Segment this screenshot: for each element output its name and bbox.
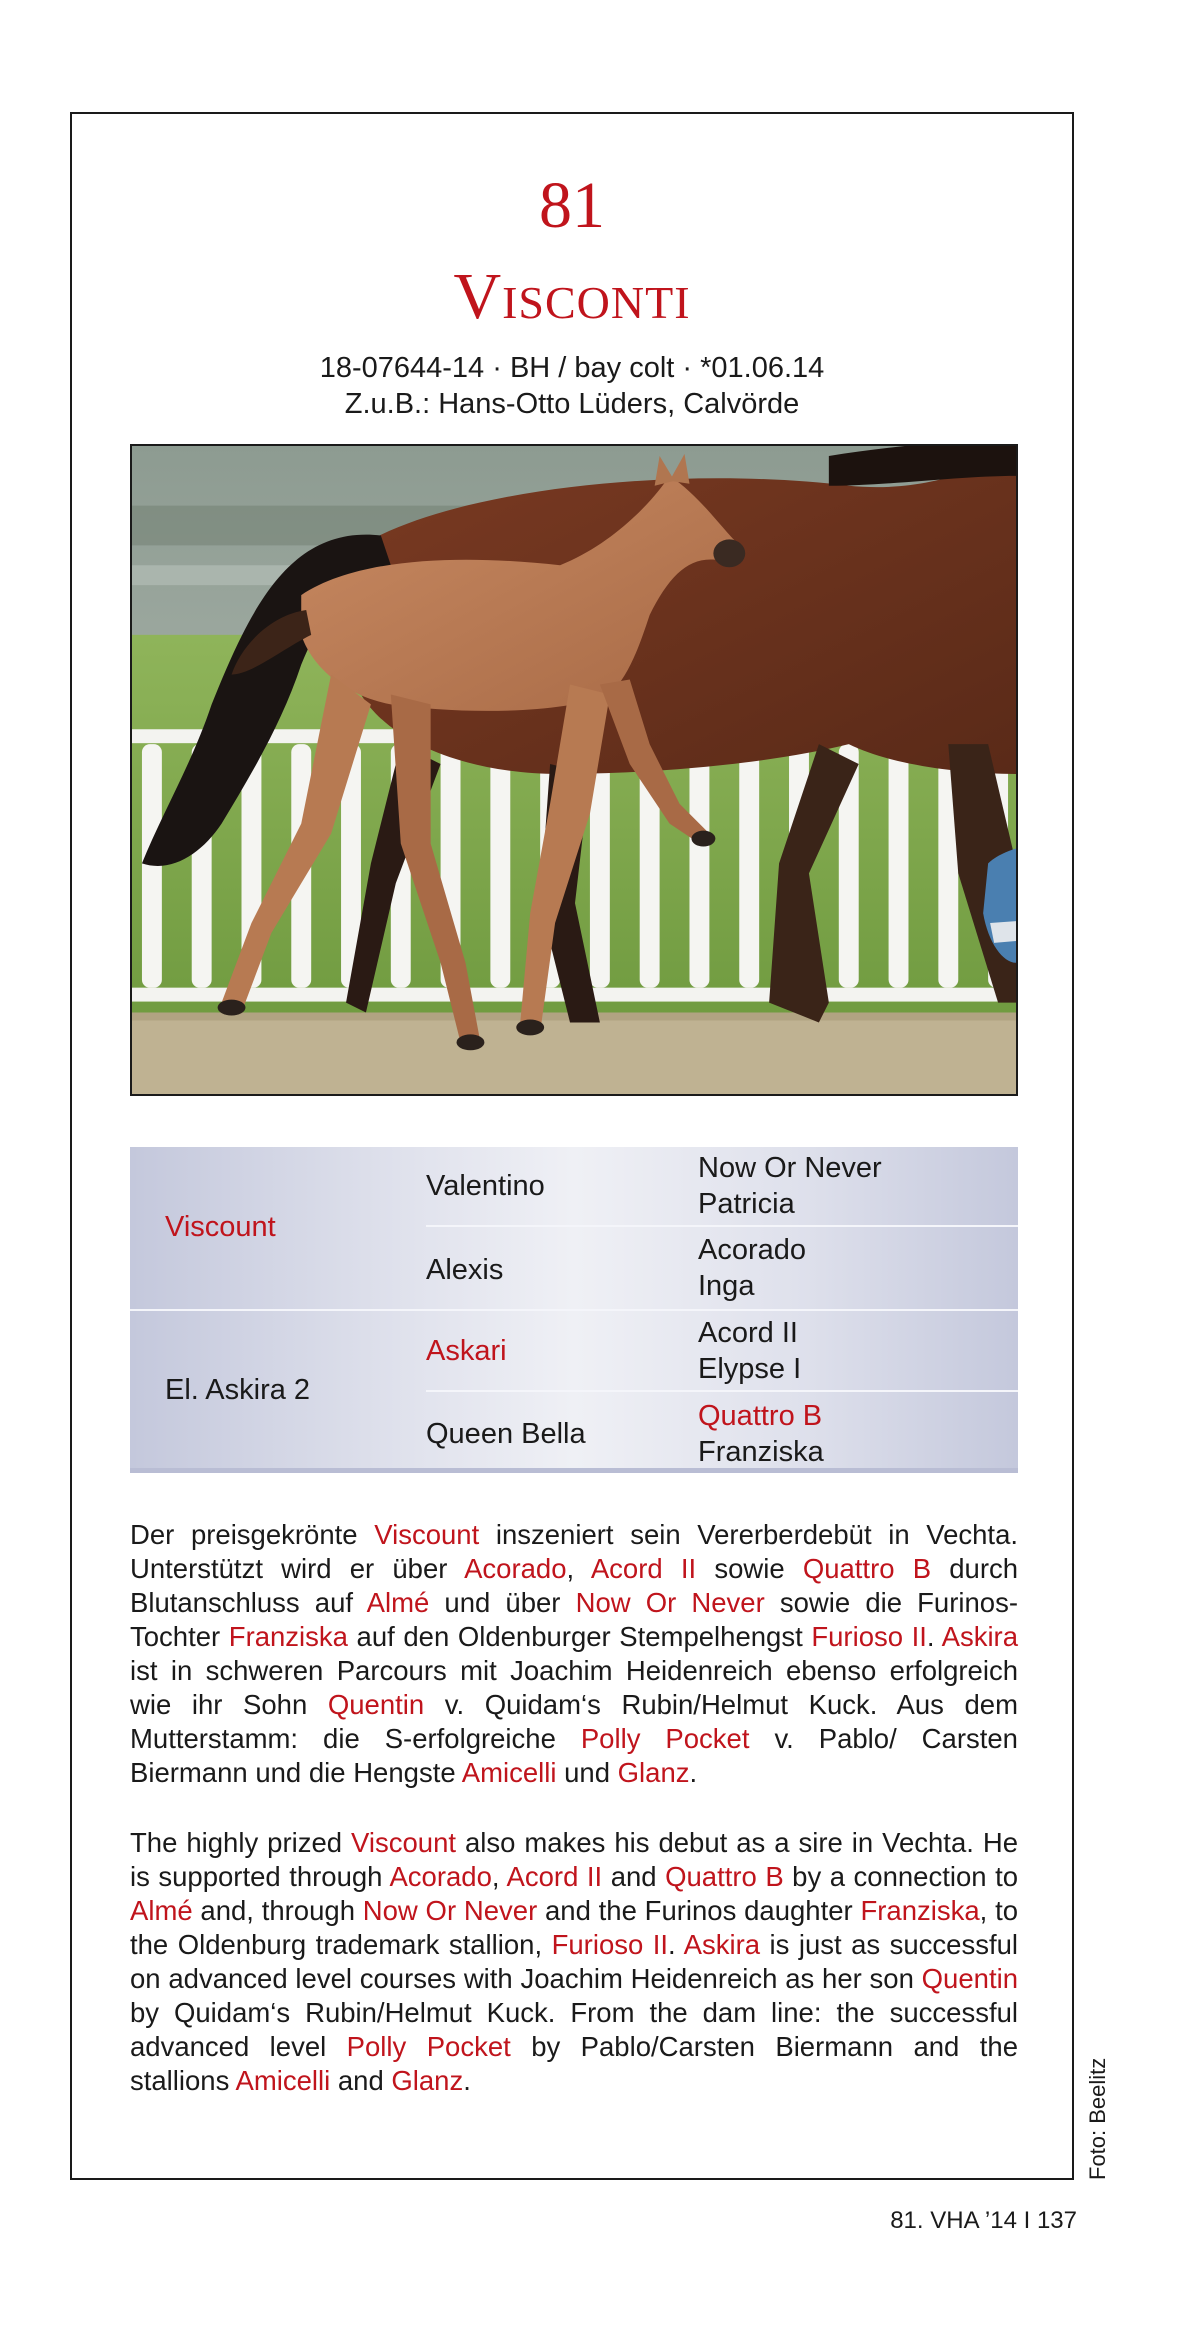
en-highlight: Quentin bbox=[921, 1963, 1018, 1994]
en-highlight: Quattro B bbox=[665, 1861, 784, 1892]
de-text: auf den Oldenburger Stempelhengst bbox=[347, 1621, 812, 1652]
en-highlight: Now Or Never bbox=[362, 1895, 538, 1926]
en-highlight: Glanz bbox=[391, 2065, 464, 2096]
pedigree-sire: Viscount bbox=[165, 1211, 276, 1243]
de-text: . bbox=[689, 1757, 698, 1788]
en-highlight: Acorado bbox=[389, 1861, 492, 1892]
de-text: Der preisgekrönte bbox=[130, 1519, 375, 1550]
de-highlight: Quattro B bbox=[802, 1553, 932, 1584]
pedigree-divider-sire bbox=[426, 1225, 1018, 1227]
de-text: und bbox=[556, 1757, 618, 1788]
pedigree-ds-dam: Elypse I bbox=[698, 1353, 802, 1385]
en-text: The highly prized bbox=[130, 1827, 352, 1858]
de-text: v. Pablo/ Carsten Biermann und die Hengste bbox=[130, 1723, 1018, 1788]
de-text: . bbox=[926, 1621, 942, 1652]
lot-number: 81 bbox=[539, 169, 605, 242]
en-text: . bbox=[668, 1929, 684, 1960]
de-highlight: Viscount bbox=[374, 1519, 480, 1550]
de-highlight: Amicelli bbox=[461, 1757, 557, 1788]
en-text: and the Furinos daughter bbox=[537, 1895, 861, 1926]
pedigree-sire-sire: Valentino bbox=[426, 1170, 545, 1202]
en-text: and bbox=[330, 2065, 392, 2096]
en-highlight: Acord II bbox=[506, 1861, 603, 1892]
de-highlight: Askira bbox=[941, 1621, 1019, 1652]
en-text: and bbox=[602, 1861, 666, 1892]
pedigree-table bbox=[130, 1147, 1018, 1473]
en-text: also makes his debut as a sire in Vechta. He is supported through bbox=[130, 1827, 1019, 1892]
de-text: ist in schweren Parcours mit Joachim Heidenreich ebenso erfolgreich wie ihr Sohn bbox=[130, 1655, 1018, 1720]
en-text: . bbox=[463, 2065, 471, 2096]
de-highlight: Now Or Never bbox=[575, 1587, 765, 1618]
pedigree-dam-dam: Queen Bella bbox=[426, 1418, 586, 1450]
en-highlight: Amicelli bbox=[235, 2065, 331, 2096]
pedigree-ss-sire: Now Or Never bbox=[698, 1152, 882, 1184]
de-text: inszeniert sein Vererberdebüt in Vechta. Unterstützt wird er über bbox=[130, 1519, 1019, 1584]
photo-credit: Foto: Beelitz bbox=[1085, 2057, 1110, 2180]
registration-line: 18-07644-14 · BH / bay colt · *01.06.14 bbox=[319, 352, 825, 384]
de-text: sowie bbox=[696, 1553, 803, 1584]
catalog-entry-frame bbox=[70, 112, 1074, 2180]
en-text: by Pablo/Carsten Biermann and the stallions bbox=[130, 2031, 1018, 2096]
de-text: sowie die Furinos-Tochter bbox=[130, 1587, 1018, 1652]
en-highlight: Askira bbox=[683, 1929, 761, 1960]
en-text: , bbox=[491, 1861, 507, 1892]
en-text: , to the Oldenburg trademark stallion, bbox=[130, 1895, 1019, 1960]
pedigree-dd-dam: Franziska bbox=[698, 1436, 824, 1468]
en-highlight: Franziska bbox=[860, 1895, 980, 1926]
en-highlight: Polly Pocket bbox=[346, 2031, 511, 2062]
en-text: by Quidam‘s Rubin/Helmut Kuck. From the dam line: the successful advanced level bbox=[130, 1997, 1018, 2062]
pedigree-sd-dam: Inga bbox=[698, 1270, 755, 1302]
de-text: v. Quidam‘s Rubin/Helmut Kuck. Aus dem Mutterstamm: die S-erfolgreiche bbox=[130, 1689, 1018, 1754]
horse-photo bbox=[130, 444, 1018, 1096]
de-highlight: Quentin bbox=[327, 1689, 425, 1720]
en-text: and, through bbox=[192, 1895, 363, 1926]
de-text: , bbox=[566, 1553, 591, 1584]
en-highlight: Almé bbox=[130, 1895, 193, 1926]
pedigree-dam-sire: Askari bbox=[426, 1335, 507, 1367]
de-text: und über bbox=[429, 1587, 576, 1618]
de-highlight: Acorado bbox=[464, 1553, 567, 1584]
pedigree-sd-sire: Acorado bbox=[698, 1234, 807, 1266]
de-highlight: Furioso II bbox=[811, 1621, 927, 1652]
pedigree-sire-dam: Alexis bbox=[426, 1254, 504, 1286]
pedigree-divider-dam bbox=[426, 1390, 1018, 1392]
pedigree-dam: El. Askira 2 bbox=[165, 1374, 311, 1406]
de-text: durch Blutanschluss auf bbox=[130, 1553, 1019, 1618]
de-highlight: Polly Pocket bbox=[580, 1723, 750, 1754]
horse-name: Visconti bbox=[453, 260, 691, 333]
pedigree-dd-sire: Quattro B bbox=[698, 1400, 823, 1432]
de-highlight: Almé bbox=[366, 1587, 430, 1618]
foal-and-mare-illustration bbox=[132, 446, 1016, 1094]
en-text: by a connection to bbox=[783, 1861, 1019, 1892]
de-highlight: Acord II bbox=[590, 1553, 697, 1584]
de-highlight: Glanz bbox=[617, 1757, 690, 1788]
pedigree-divider-main bbox=[130, 1309, 1018, 1311]
description-english bbox=[130, 1826, 1018, 2098]
en-highlight: Furioso II bbox=[551, 1929, 669, 1960]
en-highlight: Viscount bbox=[351, 1827, 457, 1858]
pedigree-ds-sire: Acord II bbox=[698, 1317, 798, 1349]
breeder-line: Z.u.B.: Hans-Otto Lüders, Calvörde bbox=[344, 388, 800, 420]
de-highlight: Franziska bbox=[228, 1621, 348, 1652]
description-german bbox=[130, 1518, 1018, 1790]
en-text: is just as successful on advanced level courses with Joachim Heidenreich as her son bbox=[130, 1929, 1018, 1994]
pedigree-ss-dam: Patricia bbox=[698, 1188, 795, 1220]
page-folio: 81. VHA ’14 I 137 bbox=[890, 2207, 1077, 2234]
